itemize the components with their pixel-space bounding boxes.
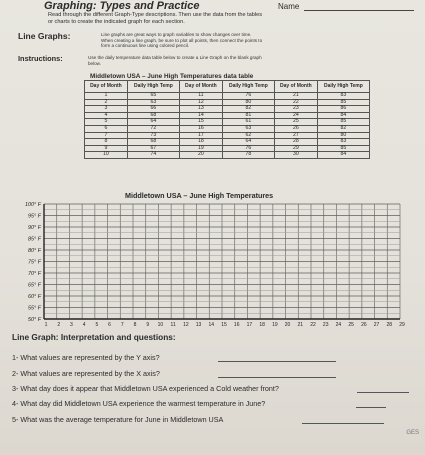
table-cell: 14: [179, 112, 222, 119]
table-cell: 5: [85, 119, 128, 126]
description-line: Line graphs are great ways to graph variables to show changes over time.: [101, 32, 252, 37]
answer-line-5[interactable]: [302, 423, 384, 424]
x-tick-label: 23: [322, 322, 329, 328]
table-cell: 73: [127, 132, 179, 139]
table-cell: 64: [222, 139, 274, 146]
x-tick-label: 24: [335, 322, 342, 328]
x-tick-label: 1: [44, 322, 48, 328]
table-cell: 28: [274, 139, 317, 146]
table-row: [85, 132, 370, 139]
x-tick-label: 4: [82, 322, 86, 328]
x-tick-label: 7: [120, 322, 124, 328]
table-row: [85, 112, 370, 119]
x-tick-label: 5: [95, 322, 99, 328]
instructions-line: below.: [88, 60, 102, 66]
table-cell: 19: [179, 145, 222, 152]
y-tick-label: 95° F: [28, 213, 41, 220]
table-cell: 8: [85, 139, 128, 146]
y-tick-label: 60° F: [28, 294, 41, 300]
x-tick-label: 18: [259, 322, 265, 328]
data-table-title: Middletown USA – June High Temperatures data table: [90, 73, 254, 80]
answer-line-1[interactable]: [218, 361, 336, 362]
table-cell: 23: [274, 106, 317, 113]
footer-mark: GES: [406, 430, 419, 436]
question-5: 5- What was the average temperature for June in Middletown USA: [12, 415, 224, 424]
table-cell: 67: [127, 145, 179, 152]
description-line: form a continuous line using colored pencil.: [101, 43, 190, 48]
x-tick-label: 25: [348, 322, 354, 328]
table-cell: 30: [274, 152, 317, 159]
question-1: 1- What values are represented by the Y axis?: [12, 353, 160, 362]
instructions-label: Instructions:: [18, 54, 63, 63]
x-tick-label: 26: [361, 322, 367, 328]
table-cell: 11: [179, 93, 222, 100]
y-tick-label: 75° F: [28, 259, 41, 266]
x-tick-label: 3: [70, 322, 73, 328]
y-tick-label: 70° F: [28, 271, 41, 277]
table-row: [85, 145, 370, 152]
table-cell: 4: [85, 112, 128, 119]
table-cell: 86: [317, 106, 369, 113]
instructions-text: [88, 55, 262, 66]
x-tick-label: 21: [297, 322, 304, 328]
table-cell: 17: [179, 132, 222, 139]
table-cell: 76: [222, 93, 274, 100]
line-graphs-description: [101, 32, 262, 49]
temperature-data-table: [84, 80, 370, 159]
answer-line-3[interactable]: [357, 392, 409, 393]
table-header-cell: Daily High Temp: [127, 81, 179, 93]
x-tick-label: 2: [57, 322, 61, 328]
x-tick-label: 29: [399, 322, 405, 328]
table-cell: 84: [317, 152, 369, 159]
table-cell: 85: [317, 119, 369, 126]
table-header-cell: Daily High Temp: [317, 81, 369, 93]
question-2: 2- What values are represented by the X axis?: [12, 369, 160, 378]
table-cell: 63: [222, 125, 274, 132]
table-row: [85, 106, 370, 113]
table-cell: 10: [85, 152, 128, 159]
table-header-cell: Day of Month: [85, 81, 128, 93]
table-cell: 9: [85, 145, 128, 152]
intro-text: [48, 12, 378, 26]
intro-line: or charts to create the indicated graph for each section.: [48, 19, 185, 25]
x-tick-label: 14: [208, 322, 215, 328]
y-tick-label: 100° F: [25, 202, 41, 208]
x-tick-label: 11: [170, 322, 176, 328]
page-title: [44, 0, 199, 12]
table-row: [85, 152, 370, 159]
table-cell: 83: [317, 139, 369, 146]
x-tick-label: 10: [157, 322, 164, 328]
x-tick-label: 28: [386, 322, 393, 328]
table-cell: 29: [274, 145, 317, 152]
table-cell: 12: [179, 99, 222, 106]
table-cell: 63: [127, 99, 179, 106]
table-cell: 80: [317, 132, 369, 139]
y-tick-label: 50° F: [28, 317, 41, 323]
x-tick-label: 27: [373, 322, 380, 328]
x-tick-label: 8: [133, 322, 137, 328]
table-row: [85, 99, 370, 106]
table-header-cell: Daily High Temp: [222, 81, 274, 93]
table-cell: 82: [222, 106, 274, 113]
y-tick-label: 90° F: [28, 225, 41, 231]
table-cell: 7: [85, 132, 128, 139]
table-cell: 1: [85, 93, 128, 100]
table-cell: 64: [127, 119, 179, 126]
table-row: [85, 125, 370, 132]
question-3: 3- What day does it appear that Middletown USA experienced a Cold weather front?: [12, 384, 279, 393]
table-cell: 20: [179, 152, 222, 159]
x-tick-label: 12: [183, 322, 189, 328]
table-cell: 85: [317, 99, 369, 106]
table-header-cell: Day of Month: [179, 81, 222, 93]
table-cell: 22: [274, 99, 317, 106]
table-cell: 82: [317, 125, 369, 132]
table-cell: 81: [222, 112, 274, 119]
blank-line-graph[interactable]: [0, 190, 425, 335]
table-cell: 74: [127, 152, 179, 159]
table-cell: 6: [85, 125, 128, 132]
table-cell: 61: [222, 119, 274, 126]
table-row: [85, 139, 370, 146]
answer-line-2[interactable]: [218, 377, 336, 378]
y-tick-label: 65° F: [28, 282, 41, 289]
x-tick-label: 19: [272, 322, 278, 328]
table-cell: 16: [179, 125, 222, 132]
table-cell: 18: [179, 139, 222, 146]
table-cell: 25: [274, 119, 317, 126]
name-answer-line[interactable]: [304, 10, 414, 11]
table-row: [85, 93, 370, 100]
questions-title: Line Graph: Interpretation and questions:: [12, 332, 176, 342]
y-tick-label: 80° F: [28, 248, 41, 254]
table-cell: 78: [222, 152, 274, 159]
table-cell: 62: [222, 132, 274, 139]
title-text: Graphing: Types and Practice: [44, 0, 200, 12]
x-tick-label: 6: [108, 322, 111, 328]
table-row: [85, 119, 370, 126]
table-cell: 26: [274, 125, 317, 132]
x-tick-label: 22: [310, 322, 316, 328]
line-graphs-label: Line Graphs:: [18, 31, 71, 41]
x-tick-label: 13: [195, 322, 202, 328]
chart-title: Middletown USA – June High Temperatures: [125, 191, 274, 200]
table-cell: 15: [179, 119, 222, 126]
table-cell: 68: [127, 139, 179, 146]
x-tick-label: 9: [146, 322, 150, 328]
table-cell: 27: [274, 132, 317, 139]
description-line: When creating a line graph, be sure to plot all points, then connect the points to: [101, 37, 263, 43]
x-tick-label: 16: [233, 322, 240, 328]
table-cell: 83: [317, 93, 369, 100]
table-cell: 65: [127, 93, 179, 100]
intro-line: Read through the different Graph-Type descriptions. Then use the data from the tables: [48, 12, 263, 18]
y-tick-label: 85° F: [28, 236, 41, 243]
table-cell: 85: [317, 145, 369, 152]
table-cell: 3: [85, 106, 128, 113]
name-label: Name: [278, 2, 300, 11]
table-cell: 84: [317, 112, 369, 119]
table-cell: 66: [127, 106, 179, 113]
table-cell: 2: [85, 99, 128, 106]
table-cell: 24: [274, 112, 317, 119]
table-cell: 80: [222, 99, 274, 106]
table-cell: 21: [274, 93, 317, 100]
y-tick-label: 55° F: [28, 305, 41, 312]
table-cell: 68: [127, 112, 179, 119]
x-tick-label: 20: [284, 322, 291, 328]
table-cell: 76: [222, 145, 274, 152]
question-4: 4- What day did Middletown USA experience the warmest temperature in June?: [12, 399, 266, 408]
instructions-line: Use the daily temperature data table below to create a Line Graph on the blank graph: [88, 55, 262, 60]
x-tick-label: 17: [246, 322, 253, 328]
table-cell: 72: [127, 125, 179, 132]
answer-line-4[interactable]: [356, 407, 386, 408]
table-header-cell: Day of Month: [274, 81, 317, 93]
x-tick-label: 15: [221, 322, 227, 328]
table-cell: 13: [179, 106, 222, 113]
